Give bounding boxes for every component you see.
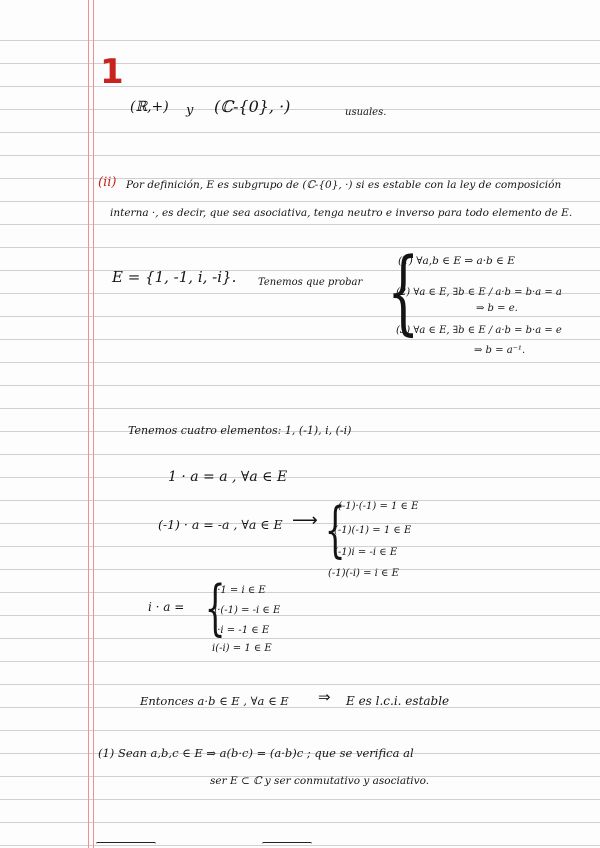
conclusion-result: E es l.c.i. estable xyxy=(346,694,450,708)
implies-arrow: ⟶ xyxy=(292,510,318,531)
proof-intro: Tenemos que probar xyxy=(258,277,363,288)
negation-line: (-1) · a = -a , ∀a ∈ E xyxy=(158,517,283,532)
exercise-number: 1 xyxy=(100,52,124,92)
header-note: usuales. xyxy=(345,107,387,118)
set-definition: E = {1, -1, i, -i}. xyxy=(112,268,237,286)
condition-1: (1) ∀a,b ∈ E ⇒ a·b ∈ E xyxy=(398,255,515,267)
negation-case: (-1)·(-1) = 1 ∈ E xyxy=(338,501,419,512)
identity-line: 1 · a = a , ∀a ∈ E xyxy=(168,469,288,485)
i-product-case: i(-i) = 1 ∈ E xyxy=(212,643,272,654)
conclusion-arrow: ⇒ xyxy=(318,688,331,706)
conditions-brace: { xyxy=(387,238,420,345)
definition-line-2: interna ·, es decir, que sea asociativa, tenga neutro e inverso para todo elemento de E. xyxy=(110,207,573,219)
elements-line: Tenemos cuatro elementos: 1, (-1), i, (-i) xyxy=(128,424,352,437)
negation-case: (-1)i = -i ∈ E xyxy=(334,547,398,558)
i-product-line: i · a = xyxy=(148,600,185,614)
definition-line-1: Por definición, E es subgrupo de (ℂ-{0}, ·) si es estable con la ley de composición xyxy=(126,179,562,191)
i-product-case: i·(-1) = -i ∈ E xyxy=(214,605,281,616)
conjunction: y xyxy=(186,103,194,118)
condition-2: (2) ∀a ∈ E, ∃b ∈ E / a·b = b·a = a xyxy=(396,287,562,298)
associativity-line-1: (1) Sean a,b,c ∈ E ⇒ a(b·c) = (a·b)c ; que se verifica al xyxy=(98,746,414,760)
i-product-case: i·i = -1 ∈ E xyxy=(214,625,270,636)
condition-3: (3) ∀a ∈ E, ∃b ∈ E / a·b = b·a = e xyxy=(396,325,562,336)
i-product-case: i·1 = i ∈ E xyxy=(214,585,266,596)
conclusion-text: Entonces a·b ∈ E , ∀a ∈ E xyxy=(140,694,289,708)
condition-2-result: ⇒ b = e. xyxy=(476,303,518,314)
condition-3-result: ⇒ b = a⁻¹. xyxy=(474,345,526,356)
negation-case: (-1)(-i) = i ∈ E xyxy=(328,568,399,579)
reals-group: (ℝ,+) xyxy=(130,99,169,115)
cut-off-ink xyxy=(262,842,312,846)
cut-off-ink xyxy=(96,842,156,846)
margin-line xyxy=(93,0,94,848)
part-label: (ii) xyxy=(98,175,117,190)
i-product-brace: { xyxy=(204,573,226,643)
margin-line xyxy=(88,0,89,848)
associativity-line-2: ser E ⊂ ℂ y ser conmutativo y asociativo. xyxy=(210,775,430,787)
complex-group: (ℂ-{0}, ·) xyxy=(214,97,291,116)
negation-case: (-1)(-1) = 1 ∈ E xyxy=(334,525,412,536)
negation-brace: { xyxy=(324,495,346,565)
